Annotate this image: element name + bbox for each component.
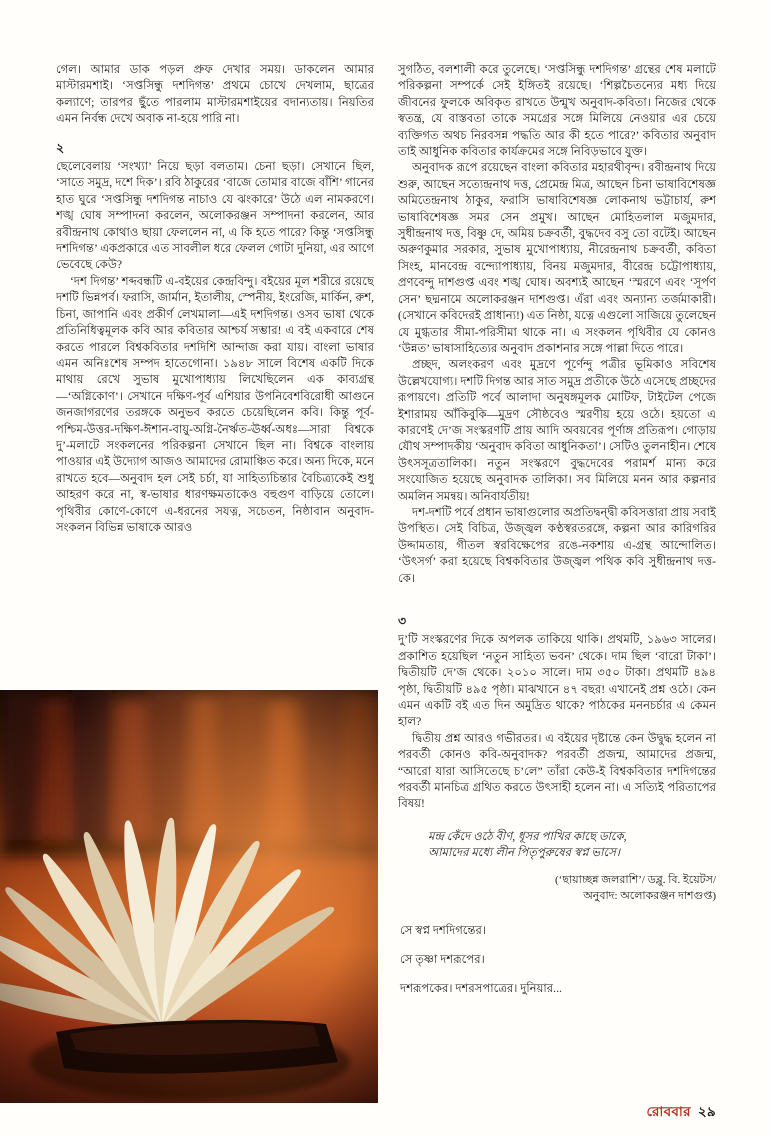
closing-line: সে তৃষ্ণা দশরূপের। xyxy=(400,952,485,966)
poem-quote xyxy=(428,829,716,862)
body-paragraph: দ্বিতীয় প্রশ্ন আরও গভীরতর। এ বইয়ের দৃষ্টান্তে কেন উদ্বুদ্ধ হলেন না পরবর্তী কোনও কবি-অনুবাদক? পরবর্তী প্রজন্ম, আমাদের প্রজন্ম, “আরো যারা আসিতেছে চ’লে” তাঁরা কেউ-ই বিশ্বকবিতার দশদিগন্তের পরবর্তী মানচিত্র গ্রথিত করতে উৎসাহী হলেন না। এ সত্যিই পরিতাপের বিষয়! xyxy=(398,731,716,811)
body-paragraph: ছেলেবেলায় ‘সংখ্যা’ নিয়ে ছড়া বলতাম। চেনা ছড়া। সেখানে ছিল, ‘সাতে সমুদ্র, দশে দিক’। রবি ঠাকুরের ‘বাজে তোমার বাজে বাঁশি’ গানের হাত ঘুরে ‘সপ্তসিন্ধু দশদিগন্ত নাচাও যে ঝংকারে’ উঠে এল নামকরণে। শঙ্খ ঘোষ সম্পাদনা করলেন, অলোকরঞ্জন সম্পাদনা করলেন, আর রবীন্দ্রনাথ কোথাও ছায়া ফেললেন না, এ কি হতে পারে? কিন্তু ‘সপ্তসিন্ধু দশদিগন্ত’ একপ্রকারে এত সাবলীল ধরে ফেলল গোটা দুনিয়া, এর আগে ভেবেছে কেউ? xyxy=(56,160,374,272)
magazine-name: রোববার xyxy=(646,1104,691,1119)
closing-line: দশরূপকের। দশরসপাত্রের। দুনিয়ার... xyxy=(400,982,562,996)
body-paragraph: ‘দশ দিগন্ত’ শব্দবন্ধটি এ-বইয়ের কেন্দ্রবিন্দু। বইয়ের মূল শরীরে রয়েছে দশটি ভিন্নপর্ব। ফরাসি, জার্মান, ইতালীয়, স্পেনীয়, ইংরেজি, মার্কিন, রুশ, চিনা, জাপানি এবং প্রকীর্ণ লেখমালা—এই দশদিগন্ত। ওসব ভাষা থেকে প্রতিনিধিত্বমূলক কবি আর কবিতার আশ্চর্য সম্ভার! এ বই একবারে শেষ করতে পারলে বিশ্বকবিতার দশদিশি আন্দাজ করা যায়। বাংলা ভাষার এমন অনিঃশেষ সম্পদ হাতেগোনা। ১৯৪৮ সালে বিশেষ একটি দিকে মাথায় রেখে সুভাষ মুখোপাধ্যায় লিখেছিলেন এক কাব্যগ্রন্থ—‘অগ্নিকোণ’। সেখানে দক্ষিণ-পূর্ব এশিয়ার উপনিবেশবিরোধী আগুনে জনজাগরণের তরঙ্গকে অনুভব করতে চেয়েছিলেন কবি। কিন্তু পূর্ব-পশ্চিম-উত্তর-দক্ষিণ-ঈশান-বায়ু-অগ্নি-নৈর্ঋত-ঊর্ধ্ব-অধঃ—সারা বিশ্বকে দু’-মলাটে সংকলনের পরিকল্পনা সেখানে ছিল না। বিশ্বকে বাংলায় পাওয়ার এই উদ্যোগ আজও আমাদের রোমাঞ্চিত করে। অন্য দিকে, মনে রাখতে হবে—অনুবাদ হল সেই চর্চা, যা সাহিত্যচিন্তার বৈচিত্র্যকেই শুধু আহরণ করে না, স্ব-ভাষার ধারণক্ষমতাকেও বহুগুণ বাড়িয়ে তোলে। পৃথিবীর কোণে-কোণে এ-ধরনের সযত্ন, সচেতন, নিষ্ঠাবান অনুবাদ-সংকলন বিভিন্ন ভাষাকে আরও xyxy=(56,274,374,534)
closing-line: সে স্বপ্ন দশদিগন্তের। xyxy=(400,923,486,937)
left-column xyxy=(56,62,374,684)
section-number-2: ২ xyxy=(56,140,65,155)
body-paragraph: দু’টি সংস্করণের দিকে অপলক তাকিয়ে থাকি। প্রথমটি, ১৯৬৩ সালের। প্রকাশিত হয়েছিল ‘নতুন সাহিত্য ভবন’ থেকে। দাম ছিল ‘বারো টাকা’। দ্বিতীয়টি দে’জ থেকে। ২০১০ সালে। দাম ৩৫০ টাকা। প্রথমটি ৪৯৪ পৃষ্ঠা, দ্বিতীয়টি ৪৯৫ পৃষ্ঠা। মাঝখানে ৪৭ বছর! এখানেই প্রশ্ন ওঠে। কেন এমন একটি বই এত দিন অমুদ্রিত থাকে? পাঠকের মননচর্চার এ কেমন হাল? xyxy=(398,633,716,729)
book-photo-illustration xyxy=(0,690,378,1103)
open-book-photo xyxy=(0,690,378,1103)
page-footer xyxy=(646,1101,716,1124)
body-paragraph: দশ-দশটি পর্বে প্রধান ভাষাগুলোর অপ্রতিদ্বন্দ্বী কবিসত্তারা প্রায় সবাই উপস্থিত। সেই বিচিত্র, উজ্জ্বল কণ্ঠস্বরতরঙ্গে, কল্পনা আর কারিগরির উদ্দামতায়, গীতল স্বরবিক্ষেপের রঙে-নকশায় এ-গ্রন্থ আন্দোলিত। ‘উৎসর্গ’ করা হয়েছে বিশ্বকবিতার উজ্জ্বল পথিক কবি সুধীন্দ্রনাথ দত্ত-কে। xyxy=(398,505,716,585)
attribution-line: অনুবাদ: অলোকরঞ্জন দাশগুপ্ত) xyxy=(583,890,716,903)
page-number: ২৯ xyxy=(697,1104,716,1119)
right-column xyxy=(398,62,716,1110)
poem-line: মন্দ্র কেঁদে ওঠে বীণ, ধূসর পাখির কাছে ডাকে, xyxy=(428,829,627,843)
poem-line: আমাদের মধ্যে লীন পিতৃপুরুষের স্বপ্ন ভাসে। xyxy=(428,846,621,860)
body-paragraph: প্রচ্ছদ, অলংকরণ এবং মুদ্রণে পূর্ণেন্দু পত্রীর ভূমিকাও সবিশেষ উল্লেখযোগ্য। দশটি দিগন্ত আর সাত সমুদ্র প্রতীকে উঠে এসেছে প্রচ্ছদের রূপায়ণে। প্রতিটি পর্বে আলাদা অনুষঙ্গমূলক মোটিফ, টাইটেল পেজে ইশারাময় আঁকিবুকি—মুদ্রণ সৌষ্ঠবেও স্মরণীয় হয়ে ওঠে। হয়তো এ কারণেই দে’জ সংস্করণটি প্রায় আদি অবয়বের পূর্ণাঙ্গ প্রতিরূপ। গোড়ায় যৌথ সম্পাদকীয় ‘অনুবাদ কবিতা আধুনিকতা’। সেটিও তুলনাহীন। শেষে উৎসসূত্রতালিকা। নতুন সংস্করণে বুদ্ধদেবের পরামর্শ মান্য করে সংযোজিত হয়েছে অনুবাদক তালিকা। সব মিলিয়ে মনন আর কল্পনার অমলিন সমন্বয়। অনিবার্যতীয়! xyxy=(398,358,716,503)
section-number-3: ৩ xyxy=(398,614,407,628)
poem-attribution xyxy=(398,872,716,905)
attribution-line: (‘ছায়াচ্ছন্ন জলরাশি’/ ডব্লু. বি. ইয়েটস/ xyxy=(555,873,716,886)
body-paragraph: সুগঠিত, বলশালী করে তুলেছে। ‘সপ্তসিন্ধু দশদিগন্ত’ গ্রন্থের শেষ মলাটে পরিকল্পনা সম্পর্কে সেই ইঙ্গিতই রয়েছে। ‘শিল্পচৈতন্যের মধ্য দিয়ে জীবনের ফুলকে অবিকৃত রাখতে উন্মুখ অনুবাদ-কবিতা। নিজের থেকে স্বতন্ত্র, যে বাস্তবতা তাকে সমগ্রের সঙ্গে মিলিয়ে নেওয়ার এর চেয়ে ব্যক্তিগত অথচ নিরবসন্ন পদ্ধতি আর কী হতে পারে?’ কবিতার অনুবাদ তাই আধুনিক কবিতার কার্যক্রমের সঙ্গে নিবিড়ভাবে যুক্ত। xyxy=(398,63,716,159)
closing-lines xyxy=(400,923,716,998)
body-paragraph: অনুবাদক রূপে রয়েছেন বাংলা কবিতার মহারথীবৃন্দ। রবীন্দ্রনাথ দিয়ে শুরু, আছেন সত্যেন্দ্রনাথ দত্ত, প্রেমেন্দ্র মিত্র, আছেন চিনা ভাষাবিশেষজ্ঞ অমিতেন্দ্রনাথ ঠাকুর, ফরাসি ভাষাবিশেষজ্ঞ লোকনাথ ভট্টাচার্য, রুশ ভাষাবিশেষজ্ঞ সমর সেন প্রমুখ। আছেন মোহিতলাল মজুমদার, সুধীন্দ্রনাথ দত্ত, বিষ্ণু দে, অমিয় চক্রবর্তী, বুদ্ধদেব বসু তো বটেই। আছেন অরুণকুমার সরকার, সুভাষ মুখোপাধ্যায়, নীরেন্দ্রনাথ চক্রবর্তী, কবিতা সিংহ, মানবেন্দ্র বন্দ্যোপাধ্যায়, বিনয় মজুমদার, বীরেন্দ্র চট্টোপাধ্যায়, প্রণবেন্দু দাশগুপ্ত এবং শঙ্খ ঘোষ। অবশ্যই আছেন ‘স্মরণে এবং ‘সূর্পণ সেন’ ছদ্মনামে অলোকরঞ্জন দাশগুপ্ত। এঁরা এবং অন্যান্য তর্জমাকারী। (সেখানে কবিদেরই প্রাধান্য!) এত নিষ্ঠা, যত্নে এগুলো সাজিয়ে তুলেছেন যে মুগ্ধতার সীমা-পরিসীমা থাকে না। এ সংকলন পৃথিবীর যে কোনও ‘উন্নত’ ভাষাসাহিত্যের অনুবাদ প্রকাশনার সঙ্গে পাল্লা দিতে পারে। xyxy=(398,161,716,355)
body-paragraph: গেল। আমার ডাক পড়ল প্রুফ দেখার সময়। ডাকলেন আমার মাস্টারমশাই। ‘সপ্তসিন্ধু দশদিগন্ত’ প্রথমে চোখে দেখলাম, ছাত্রের কল্যাণে; তারপর ছুঁতে পারলাম মাস্টারমশাইয়ের বদান্যতায়। নিয়তির এমন নির্বন্ধ দেখে অবাক না-হয়ে পারি না। xyxy=(56,63,374,126)
